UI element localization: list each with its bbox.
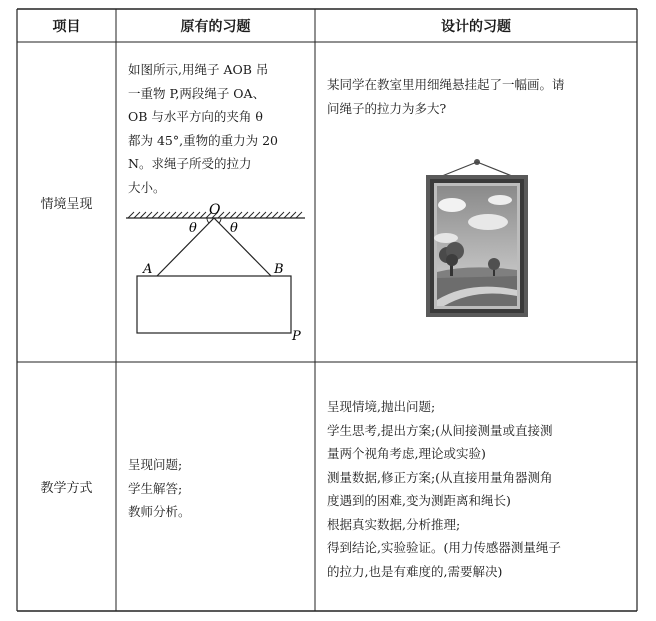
text-line: 某同学在教室里用细绳悬挂起了一幅画。请 — [327, 77, 565, 92]
text-line: 根据真实数据,分析推理; — [327, 516, 461, 532]
text-line: 学生思考,提出方案;(从间接测量或直接测 — [327, 422, 553, 438]
text-line: N。求绳子所受的拉力 — [128, 156, 252, 171]
text-line: 都为 45°,重物的重力为 20 — [128, 132, 278, 148]
header-original-problem: 原有的习题 — [180, 18, 251, 35]
text-line: 教师分析。 — [128, 504, 191, 519]
label-b: B — [274, 262, 284, 277]
original-method-text — [128, 453, 306, 524]
text-line: OB 与水平方向的夹角 θ — [128, 109, 263, 124]
header-item: 项目 — [52, 18, 81, 35]
text-line: 度遇到的困难,变为测距离和绳长) — [327, 493, 511, 508]
text-line: 学生解答; — [128, 480, 183, 496]
text-line: 测量数据,修正方案;(从直接用量角器测角 — [327, 469, 553, 485]
label-p: P — [292, 329, 301, 344]
text-line: 如图所示,用绳子 AOB 吊 — [128, 62, 269, 77]
row-label-teaching-method: 教学方式 — [40, 481, 93, 496]
text-line: 大小。 — [128, 179, 166, 195]
designed-method-text — [327, 395, 629, 583]
label-theta-right: θ — [230, 221, 238, 236]
text-line: 量两个视角考虑,理论或实验) — [327, 446, 486, 461]
text-line: 得到结论,实验验证。(用力传感器测量绳子 — [327, 540, 561, 555]
label-theta-left: θ — [189, 221, 197, 236]
label-o: O — [209, 202, 221, 218]
text-line: 呈现情境,抛出问题; — [327, 399, 436, 414]
text-line: 一重物 P,两段绳子 OA、 — [128, 85, 266, 101]
text-line: 呈现问题; — [128, 457, 183, 472]
label-a: A — [143, 262, 153, 277]
text-line: 问绳子的拉力为多大? — [327, 100, 447, 116]
row-label-scenario: 情境呈现 — [40, 196, 93, 212]
header-designed-problem: 设计的习题 — [441, 18, 511, 35]
text-line: 的拉力,也是有难度的,需要解决) — [327, 563, 503, 579]
